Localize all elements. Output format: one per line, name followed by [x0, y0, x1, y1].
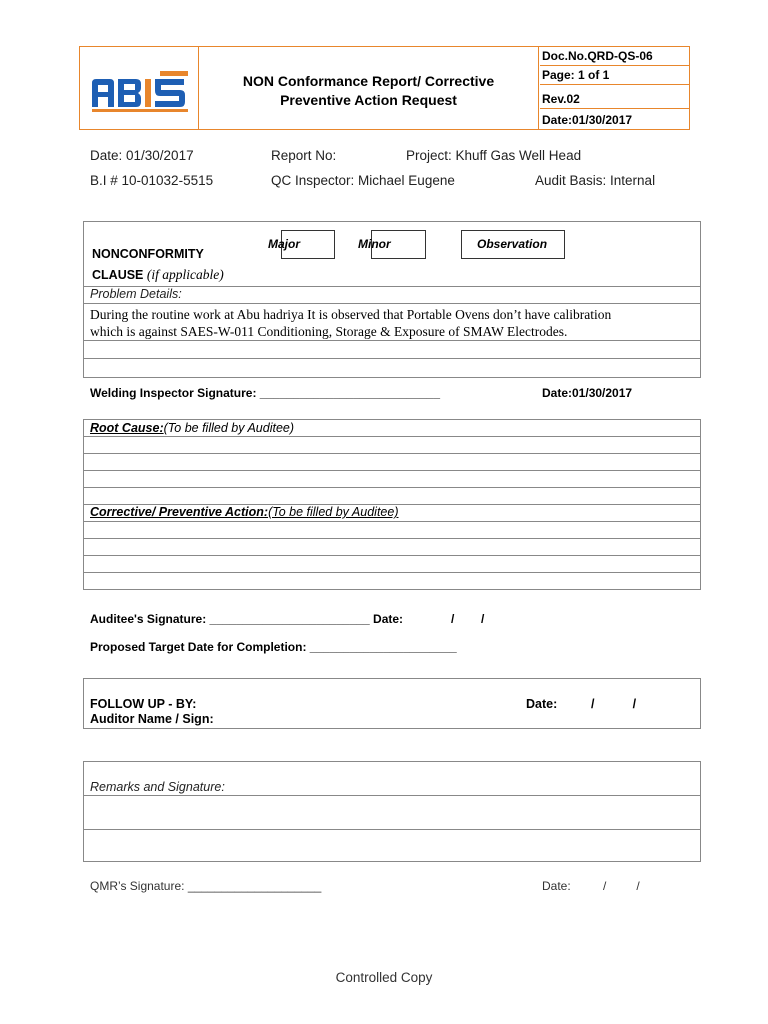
clause-note: (if applicable)	[146, 267, 224, 282]
follow-up-box	[83, 678, 701, 729]
remarks-blank-row	[84, 795, 700, 829]
blank-row	[84, 340, 700, 358]
root-cause-blank-row	[84, 453, 700, 470]
corrective-blank-row	[84, 538, 700, 555]
info-audit-basis: Audit Basis: Internal	[535, 173, 656, 188]
logo-cell	[80, 47, 199, 129]
title-line-2: Preventive Action Request	[280, 92, 457, 108]
welding-inspector-signature: Welding Inspector Signature: ___________________________	[90, 386, 440, 400]
abis-logo	[88, 69, 192, 113]
corrective-action-note: (To be filled by Auditee)	[268, 505, 399, 519]
observation-label: Observation	[477, 237, 548, 251]
root-cause-note: (To be filled by Auditee)	[163, 421, 295, 435]
revision: Rev.02	[540, 85, 690, 109]
clause-label: CLAUSE	[92, 268, 144, 282]
root-cause-table	[83, 419, 701, 590]
qmr-signature: QMR’s Signature: ____________________	[90, 879, 322, 893]
problem-details-label: Problem Details:	[90, 287, 182, 301]
corrective-action-label: Corrective/ Preventive Action:	[90, 505, 269, 519]
major-label: Major	[268, 237, 301, 251]
corrective-blank-row	[84, 572, 700, 589]
blank-row	[84, 358, 700, 377]
follow-up-date: Date:	[526, 697, 558, 711]
info-date: Date: 01/30/2017	[90, 148, 194, 163]
follow-up-date-slashes: / /	[591, 697, 637, 711]
page-number: Page: 1 of 1	[540, 66, 690, 85]
auditor-name-sign: Auditor Name / Sign:	[90, 712, 214, 726]
document-title	[199, 47, 539, 129]
follow-up-by: FOLLOW UP - BY:	[90, 697, 197, 711]
document-header	[79, 46, 690, 130]
auditee-signature: Auditee's Signature: ________________________ Date:	[90, 612, 404, 626]
info-project: Project: Khuff Gas Well Head	[406, 148, 582, 163]
minor-label: Minor	[358, 237, 391, 251]
info-report-no: Report No:	[271, 148, 337, 163]
corrective-blank-row	[84, 555, 700, 572]
header-date: Date:01/30/2017	[542, 113, 633, 127]
problem-line-2: which is against SAES-W-011 Conditioning, Storage & Exposure of SMAW Electrodes.	[90, 324, 568, 339]
root-cause-row	[90, 421, 294, 436]
welding-date: Date:01/30/2017	[542, 386, 633, 400]
auditee-date-slashes: / /	[451, 612, 485, 626]
remarks-box	[83, 761, 701, 862]
root-cause-blank-row	[84, 470, 700, 487]
info-bi-number: B.I # 10-01032-5515	[90, 173, 214, 188]
root-cause-blank-row	[84, 436, 700, 453]
root-cause-blank-row	[84, 487, 700, 504]
root-cause-label: Root Cause:	[90, 421, 164, 435]
doc-number: Doc.No.QRD-QS-06	[540, 47, 690, 66]
corrective-action-row	[84, 504, 700, 521]
clause-row	[92, 267, 224, 283]
remarks-blank-row	[84, 829, 700, 861]
problem-text-row	[84, 303, 700, 340]
corrective-blank-row	[84, 521, 700, 538]
controlled-copy-footer: Controlled Copy	[335, 970, 433, 985]
remarks-label: Remarks and Signature:	[90, 780, 225, 794]
problem-line-1: During the routine work at Abu hadriya It is observed that Portable Ovens don’t have calibration	[90, 307, 612, 322]
problem-details-row	[84, 286, 700, 303]
qmr-date: Date:	[542, 879, 571, 893]
proposed-target-date: Proposed Target Date for Completion: ______________________	[90, 640, 457, 654]
nonconformity-heading: NONCONFORMITY	[92, 247, 204, 261]
qmr-date-slashes: / /	[603, 879, 640, 893]
info-qc-inspector: QC Inspector: Michael Eugene	[271, 173, 455, 188]
nonconformity-table	[83, 221, 701, 378]
title-line-1: NON Conformance Report/ Corrective	[242, 73, 495, 89]
